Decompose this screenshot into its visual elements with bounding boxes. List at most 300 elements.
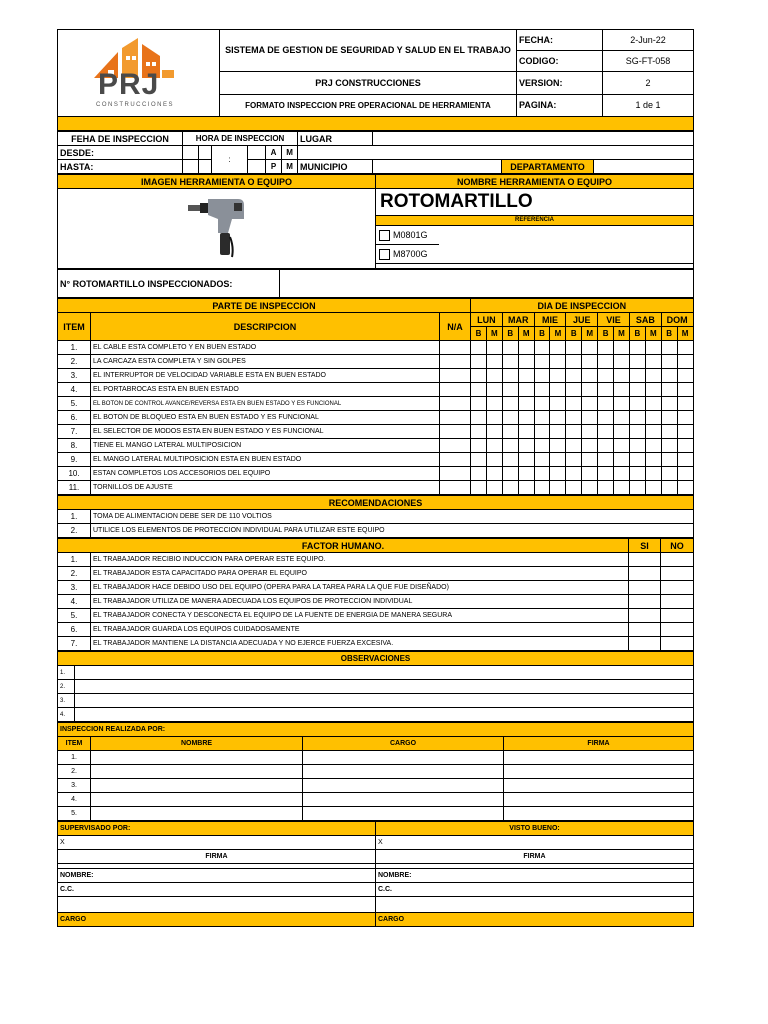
check-cell[interactable] [582, 453, 598, 467]
no-cell[interactable] [661, 609, 694, 623]
human-number: 3. [58, 581, 91, 595]
check-cell[interactable] [518, 481, 534, 495]
municipio-field[interactable] [373, 160, 502, 174]
check-cell[interactable] [502, 383, 518, 397]
hasta-min[interactable] [248, 160, 266, 174]
check-cell[interactable] [661, 439, 677, 453]
desde-place-field[interactable] [298, 146, 694, 160]
format-title: FORMATO INSPECCION PRE OPERACIONAL DE HERRAMIENTA [220, 94, 517, 116]
check-cell[interactable] [471, 411, 487, 425]
check-cell[interactable] [534, 341, 550, 355]
no-cell[interactable] [661, 553, 694, 567]
check-cell[interactable] [566, 341, 582, 355]
check-cell[interactable] [566, 369, 582, 383]
check-cell[interactable] [518, 453, 534, 467]
pm-m: M [282, 160, 298, 174]
check-cell[interactable] [486, 397, 502, 411]
recommendation-row [58, 510, 694, 524]
perf-nombre-field[interactable] [91, 765, 303, 779]
check-cell[interactable] [534, 453, 550, 467]
day-mar: MAR [502, 313, 534, 327]
human-text: EL TRABAJADOR UTILIZA DE MANERA ADECUADA LOS EQUIPOS DE PROTECCION INDIVIDUAL [91, 595, 629, 609]
na-cell[interactable] [440, 411, 471, 425]
desde-hour-b[interactable] [199, 146, 212, 160]
item-number: 11. [58, 481, 91, 495]
check-cell[interactable] [598, 481, 614, 495]
check-cell[interactable] [661, 397, 677, 411]
am-a: A [266, 146, 282, 160]
check-cell[interactable] [661, 481, 677, 495]
check-cell[interactable] [486, 467, 502, 481]
version-value: 2 [603, 72, 694, 94]
check-cell[interactable] [598, 453, 614, 467]
na-label: N/A [440, 313, 471, 341]
si-cell[interactable] [629, 581, 661, 595]
inspection-row [58, 425, 694, 439]
check-cell[interactable] [534, 383, 550, 397]
check-cell[interactable] [677, 453, 693, 467]
na-cell[interactable] [440, 355, 471, 369]
human-text: EL TRABAJADOR ESTA CAPACITADO PARA OPERAR EL EQUIPO [91, 567, 629, 581]
check-cell[interactable] [645, 397, 661, 411]
check-cell[interactable] [677, 383, 693, 397]
check-cell[interactable] [518, 341, 534, 355]
inspection-row [58, 397, 694, 411]
check-cell[interactable] [518, 397, 534, 411]
bueno-col: B [598, 327, 614, 341]
perf-firma-field[interactable] [504, 793, 694, 807]
check-cell[interactable] [550, 481, 566, 495]
check-cell[interactable] [502, 439, 518, 453]
si-cell[interactable] [629, 623, 661, 637]
check-cell[interactable] [677, 397, 693, 411]
perf-number: 4. [58, 793, 91, 807]
na-cell[interactable] [440, 397, 471, 411]
check-cell[interactable] [502, 369, 518, 383]
check-cell[interactable] [598, 411, 614, 425]
item-number: 6. [58, 411, 91, 425]
obs-number: 4. [58, 708, 75, 722]
check-cell[interactable] [486, 439, 502, 453]
check-cell[interactable] [566, 355, 582, 369]
check-cell[interactable] [471, 481, 487, 495]
check-cell[interactable] [518, 369, 534, 383]
check-cell[interactable] [550, 383, 566, 397]
hasta-hour-b[interactable] [199, 160, 212, 174]
check-cell[interactable] [582, 425, 598, 439]
pm-p: P [266, 160, 282, 174]
desde-hour-a[interactable] [183, 146, 199, 160]
perf-firma-field[interactable] [504, 779, 694, 793]
obs-field[interactable] [75, 680, 694, 694]
visto-signature-field[interactable]: X [376, 836, 694, 850]
check-cell[interactable] [502, 411, 518, 425]
perf-nombre-field[interactable] [91, 807, 303, 821]
inspection-row [58, 439, 694, 453]
check-cell[interactable] [645, 439, 661, 453]
check-cell[interactable] [598, 341, 614, 355]
check-cell[interactable] [629, 397, 645, 411]
na-cell[interactable] [440, 425, 471, 439]
perf-firma-field[interactable] [504, 807, 694, 821]
perf-cargo-field[interactable] [303, 779, 504, 793]
na-cell[interactable] [440, 369, 471, 383]
version-label: VERSION: [517, 72, 603, 94]
check-cell[interactable] [645, 355, 661, 369]
check-cell[interactable] [645, 383, 661, 397]
header-table [57, 29, 694, 131]
check-cell[interactable] [661, 467, 677, 481]
desde-min[interactable] [248, 146, 266, 160]
check-cell[interactable] [598, 397, 614, 411]
item-description: EL INTERRUPTOR DE VELOCIDAD VARIABLE ESTA EN BUEN ESTADO [91, 369, 440, 383]
item-description: EL SELECTOR DE MODOS ESTA EN BUEN ESTADO Y ES FUNCIONAL [91, 425, 440, 439]
performed-row [58, 765, 694, 779]
item-description: TORNILLOS DE AJUSTE [91, 481, 440, 495]
check-cell[interactable] [566, 467, 582, 481]
check-cell[interactable] [550, 355, 566, 369]
check-cell[interactable] [486, 355, 502, 369]
check-cell[interactable] [614, 355, 630, 369]
inspection-row [58, 369, 694, 383]
check-cell[interactable] [486, 453, 502, 467]
check-cell[interactable] [598, 355, 614, 369]
perf-cargo-label: CARGO [303, 737, 504, 751]
na-cell[interactable] [440, 341, 471, 355]
check-cell[interactable] [534, 467, 550, 481]
check-cell[interactable] [629, 481, 645, 495]
check-cell[interactable] [629, 425, 645, 439]
check-cell[interactable] [518, 425, 534, 439]
check-cell[interactable] [486, 411, 502, 425]
check-cell[interactable] [486, 383, 502, 397]
sup-cc-field[interactable]: C.C. [58, 883, 376, 897]
human-text: EL TRABAJADOR GUARDA LOS EQUIPOS CUIDADOSAMENTE [91, 623, 629, 637]
check-cell[interactable] [661, 383, 677, 397]
check-cell[interactable] [518, 411, 534, 425]
check-cell[interactable] [629, 383, 645, 397]
malo-col: M [614, 327, 630, 341]
check-cell[interactable] [629, 355, 645, 369]
perf-cargo-field[interactable] [303, 751, 504, 765]
no-cell[interactable] [661, 581, 694, 595]
perf-firma-field[interactable] [504, 751, 694, 765]
inspection-form [57, 29, 693, 927]
bueno-col: B [661, 327, 677, 341]
check-cell[interactable] [661, 341, 677, 355]
no-cell[interactable] [661, 623, 694, 637]
check-cell[interactable] [550, 369, 566, 383]
perf-cargo-field[interactable] [303, 793, 504, 807]
image-header: IMAGEN HERRAMIENTA O EQUIPO [58, 175, 376, 189]
item-number: 5. [58, 397, 91, 411]
count-table [57, 269, 694, 298]
si-cell[interactable] [629, 609, 661, 623]
fecha-inspeccion-label: FEHA DE INSPECCION [58, 132, 183, 146]
item-number: 9. [58, 453, 91, 467]
check-cell[interactable] [614, 397, 630, 411]
na-cell[interactable] [440, 481, 471, 495]
si-cell[interactable] [629, 553, 661, 567]
visto-label: VISTO BUENO: [376, 822, 694, 836]
check-cell[interactable] [534, 411, 550, 425]
check-cell[interactable] [661, 453, 677, 467]
sup-signature-field[interactable]: X [58, 836, 376, 850]
check-cell[interactable] [471, 369, 487, 383]
am-m: M [282, 146, 298, 160]
check-cell[interactable] [677, 481, 693, 495]
check-cell[interactable] [677, 341, 693, 355]
check-cell[interactable] [534, 397, 550, 411]
check-cell[interactable] [566, 397, 582, 411]
si-cell[interactable] [629, 637, 661, 651]
check-cell[interactable] [661, 355, 677, 369]
check-cell[interactable] [598, 467, 614, 481]
check-cell[interactable] [677, 355, 693, 369]
perf-cargo-field[interactable] [303, 807, 504, 821]
check-cell[interactable] [645, 341, 661, 355]
perf-firma-field[interactable] [504, 765, 694, 779]
check-cell[interactable] [598, 369, 614, 383]
check-cell[interactable] [550, 453, 566, 467]
lugar-label: LUGAR [298, 132, 373, 146]
na-cell[interactable] [440, 439, 471, 453]
check-cell[interactable] [518, 467, 534, 481]
spacer-bar [58, 117, 694, 131]
municipio-label: MUNICIPIO [298, 160, 373, 174]
departamento-field[interactable] [594, 160, 694, 174]
performed-row [58, 779, 694, 793]
check-cell[interactable] [629, 411, 645, 425]
check-cell[interactable] [502, 425, 518, 439]
check-cell[interactable] [534, 425, 550, 439]
day-dom: DOM [661, 313, 693, 327]
human-row [58, 581, 694, 595]
visto-firma-label: FIRMA [376, 850, 694, 864]
si-cell[interactable] [629, 567, 661, 581]
check-cell[interactable] [645, 481, 661, 495]
check-cell[interactable] [582, 481, 598, 495]
day-header: DIA DE INSPECCION [471, 299, 694, 313]
check-cell[interactable] [518, 355, 534, 369]
human-number: 7. [58, 637, 91, 651]
check-cell[interactable] [534, 481, 550, 495]
supervisado-label: SUPERVISADO POR: [58, 822, 376, 836]
check-cell[interactable] [598, 383, 614, 397]
check-cell[interactable] [629, 439, 645, 453]
no-cell[interactable] [661, 637, 694, 651]
check-cell[interactable] [550, 425, 566, 439]
check-cell[interactable] [677, 439, 693, 453]
check-cell[interactable] [582, 411, 598, 425]
check-cell[interactable] [598, 425, 614, 439]
check-cell[interactable] [502, 453, 518, 467]
check-cell[interactable] [471, 453, 487, 467]
check-cell[interactable] [661, 369, 677, 383]
check-cell[interactable] [471, 425, 487, 439]
check-cell[interactable] [614, 481, 630, 495]
check-cell[interactable] [471, 383, 487, 397]
check-cell[interactable] [486, 341, 502, 355]
item-number: 4. [58, 383, 91, 397]
check-cell[interactable] [629, 369, 645, 383]
check-cell[interactable] [471, 467, 487, 481]
inspection-row [58, 341, 694, 355]
ref-1-checkbox[interactable] [379, 230, 390, 241]
no-cell[interactable] [661, 595, 694, 609]
item-description: EL PORTABROCAS ESTA EN BUEN ESTADO [91, 383, 440, 397]
check-cell[interactable] [614, 453, 630, 467]
check-cell[interactable] [614, 341, 630, 355]
check-cell[interactable] [582, 341, 598, 355]
check-cell[interactable] [645, 369, 661, 383]
check-cell[interactable] [614, 411, 630, 425]
check-cell[interactable] [614, 425, 630, 439]
check-cell[interactable] [550, 411, 566, 425]
na-cell[interactable] [440, 383, 471, 397]
check-cell[interactable] [566, 481, 582, 495]
check-cell[interactable] [471, 355, 487, 369]
hasta-hour-a[interactable] [183, 160, 199, 174]
perf-nombre-field[interactable] [91, 751, 303, 765]
malo-col: M [518, 327, 534, 341]
logo-text: PRJ [98, 68, 160, 101]
human-number: 2. [58, 567, 91, 581]
check-cell[interactable] [534, 355, 550, 369]
malo-col: M [677, 327, 693, 341]
human-row [58, 609, 694, 623]
check-cell[interactable] [645, 411, 661, 425]
obs-field[interactable] [75, 694, 694, 708]
no-cell[interactable] [661, 567, 694, 581]
check-cell[interactable] [518, 383, 534, 397]
day-jue: JUE [566, 313, 598, 327]
check-cell[interactable] [566, 411, 582, 425]
check-cell[interactable] [614, 467, 630, 481]
check-cell[interactable] [471, 439, 487, 453]
check-cell[interactable] [518, 439, 534, 453]
check-cell[interactable] [550, 397, 566, 411]
bueno-col: B [502, 327, 518, 341]
check-cell[interactable] [471, 341, 487, 355]
check-cell[interactable] [629, 467, 645, 481]
check-cell[interactable] [486, 481, 502, 495]
visto-cargo-label: CARGO [376, 913, 694, 927]
check-cell[interactable] [614, 439, 630, 453]
check-cell[interactable] [598, 439, 614, 453]
fecha-value: 2-Jun-22 [603, 30, 694, 51]
perf-item-label: ITEM [58, 737, 91, 751]
check-cell[interactable] [550, 439, 566, 453]
na-cell[interactable] [440, 467, 471, 481]
check-cell[interactable] [550, 341, 566, 355]
check-cell[interactable] [502, 355, 518, 369]
human-number: 5. [58, 609, 91, 623]
check-cell[interactable] [582, 355, 598, 369]
pagina-label: PAGINA: [517, 94, 603, 116]
name-header: NOMBRE HERRAMIENTA O EQUIPO [376, 175, 694, 189]
item-number: 2. [58, 355, 91, 369]
na-cell[interactable] [440, 453, 471, 467]
bueno-col: B [566, 327, 582, 341]
human-row [58, 553, 694, 567]
lugar-field[interactable] [373, 132, 694, 146]
check-cell[interactable] [502, 467, 518, 481]
check-cell[interactable] [502, 481, 518, 495]
check-cell[interactable] [645, 453, 661, 467]
hora-inspeccion-label: HORA DE INSPECCION [183, 132, 298, 146]
check-cell[interactable] [566, 383, 582, 397]
perf-cargo-field[interactable] [303, 765, 504, 779]
perf-nombre-field[interactable] [91, 793, 303, 807]
check-cell[interactable] [582, 467, 598, 481]
check-cell[interactable] [486, 369, 502, 383]
check-cell[interactable] [486, 425, 502, 439]
visto-nombre-field[interactable]: NOMBRE: [376, 869, 694, 883]
check-cell[interactable] [582, 397, 598, 411]
check-cell[interactable] [677, 369, 693, 383]
obs-field[interactable] [75, 666, 694, 680]
perf-nombre-field[interactable] [91, 779, 303, 793]
check-cell[interactable] [534, 369, 550, 383]
si-cell[interactable] [629, 595, 661, 609]
item-description: TIENE EL MANGO LATERAL MULTIPOSICION [91, 439, 440, 453]
check-cell[interactable] [534, 439, 550, 453]
logo-subtext: CONSTRUCCIONES [96, 102, 175, 108]
check-cell[interactable] [582, 439, 598, 453]
item-label: ITEM [58, 313, 91, 341]
check-cell[interactable] [661, 425, 677, 439]
departamento-label: DEPARTAMENTO [502, 160, 594, 174]
check-cell[interactable] [614, 369, 630, 383]
check-cell[interactable] [677, 425, 693, 439]
observation-row [58, 666, 694, 680]
desc-label: DESCRIPCION [91, 313, 440, 341]
visto-cc-field[interactable]: C.C. [376, 883, 694, 897]
check-cell[interactable] [502, 397, 518, 411]
check-cell[interactable] [582, 383, 598, 397]
check-cell[interactable] [566, 425, 582, 439]
sup-nombre-field[interactable]: NOMBRE: [58, 869, 376, 883]
company-name: PRJ CONSTRUCCIONES [220, 72, 517, 94]
ref-2-checkbox[interactable] [379, 249, 390, 260]
desde-label: DESDE: [58, 146, 183, 160]
check-cell[interactable] [645, 467, 661, 481]
check-cell[interactable] [471, 397, 487, 411]
item-number: 3. [58, 369, 91, 383]
check-cell[interactable] [566, 439, 582, 453]
day-vie: VIE [598, 313, 630, 327]
check-cell[interactable] [629, 341, 645, 355]
count-field[interactable] [280, 270, 694, 298]
check-cell[interactable] [661, 411, 677, 425]
info-table [57, 131, 694, 174]
check-cell[interactable] [582, 369, 598, 383]
check-cell[interactable] [645, 425, 661, 439]
count-label: N° ROTOMARTILLO INSPECCIONADOS: [58, 270, 280, 298]
perf-nombre-label: NOMBRE [91, 737, 303, 751]
bueno-col: B [629, 327, 645, 341]
check-cell[interactable] [629, 453, 645, 467]
check-cell[interactable] [550, 467, 566, 481]
check-cell[interactable] [677, 411, 693, 425]
obs-field[interactable] [75, 708, 694, 722]
tool-name-cell [376, 189, 694, 264]
check-cell[interactable] [614, 383, 630, 397]
check-cell[interactable] [677, 467, 693, 481]
check-cell[interactable] [502, 341, 518, 355]
check-cell[interactable] [566, 453, 582, 467]
